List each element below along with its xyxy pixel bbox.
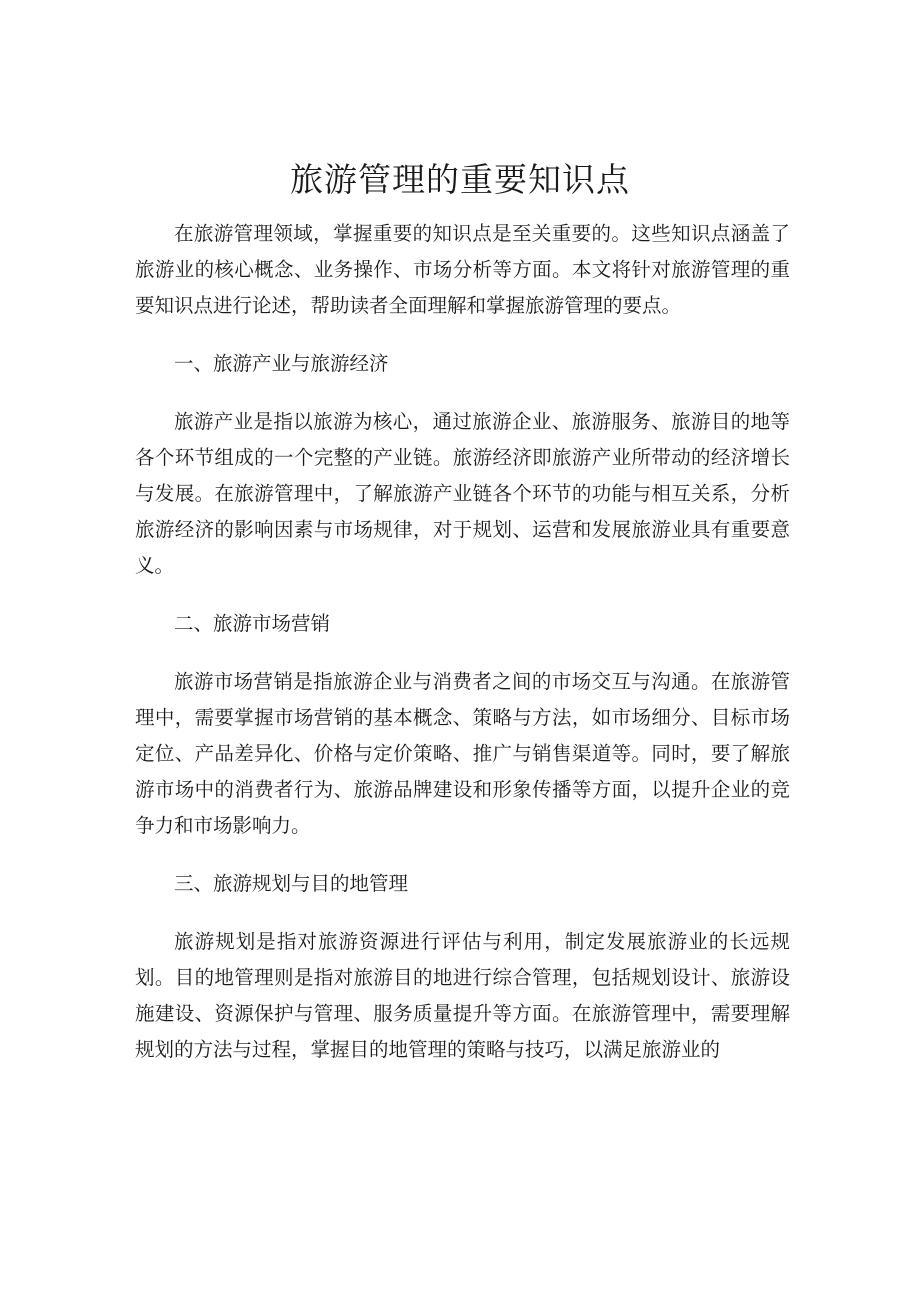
document-body — [135, 216, 790, 1090]
section-heading-2: 二、旅游市场营销 — [174, 612, 331, 635]
section-heading-3: 三、旅游规划与目的地管理 — [174, 872, 409, 895]
section-paragraph-1: 旅游产业是指以旅游为核心，通过旅游企业、旅游服务、旅游目的地等各个环节组成的一个完整的产业链。旅游经济即旅游产业所带动的经济增长与发展。在旅游管理中，了解旅游产业链各个环节的功能与相互关系，分析旅游经济的影响因素与市场规律，对于规划、运营和发展旅游业具有重要意义。 — [135, 410, 790, 577]
section-heading-1: 一、旅游产业与旅游经济 — [174, 352, 389, 375]
intro-paragraph: 在旅游管理领域，掌握重要的知识点是至关重要的。这些知识点涵盖了旅游业的核心概念、业务操作、市场分析等方面。本文将针对旅游管理的重要知识点进行论述，帮助读者全面理解和掌握旅游管理的要点。 — [135, 222, 790, 317]
page-title: 旅游管理的重要知识点 — [290, 160, 630, 199]
section-paragraph-3: 旅游规划是指对旅游资源进行评估与利用，制定发展旅游业的长远规划。目的地管理则是指对旅游目的地进行综合管理，包括规划设计、旅游设施建设、资源保护与管理、服务质量提升等方面。在旅游管理中，需要理解规划的方法与过程，掌握目的地管理的策略与技巧，以满足旅游业的 — [135, 930, 790, 1061]
section-paragraph-2: 旅游市场营销是指旅游企业与消费者之间的市场交互与沟通。在旅游管理中，需要掌握市场营销的基本概念、策略与方法，如市场细分、目标市场定位、产品差异化、价格与定价策略、推广与销售渠道等。同时，要了解旅游市场中的消费者行为、旅游品牌建设和形象传播等方面，以提升企业的竞争力和市场影响力。 — [135, 670, 790, 837]
